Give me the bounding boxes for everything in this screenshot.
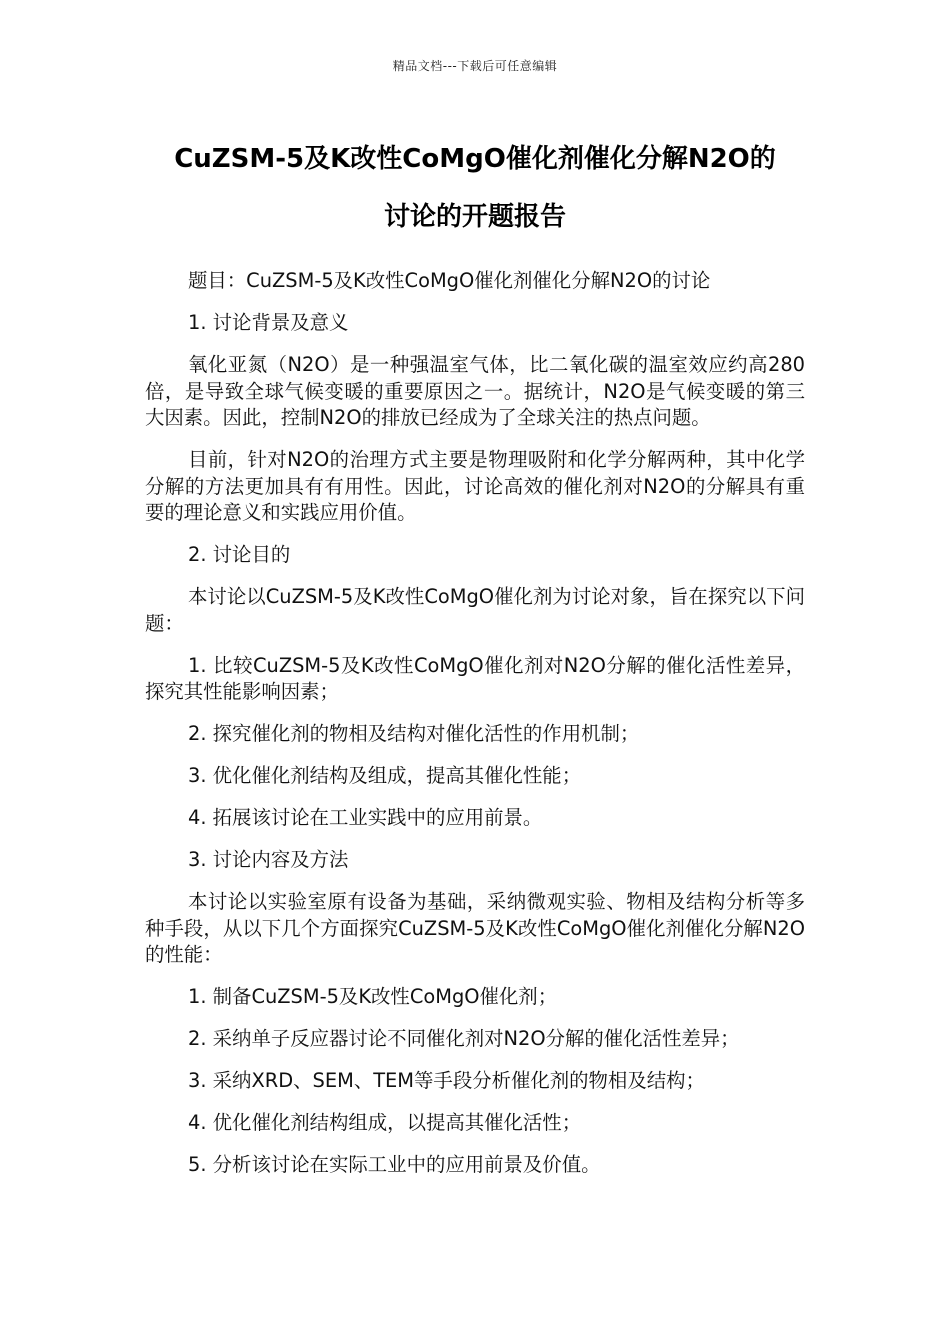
section-heading-background: 1. 讨论背景及意义 xyxy=(188,311,349,334)
title-line-2: 讨论的开题报告 xyxy=(383,202,566,232)
title-line-1: CuZSM-5及K改性CoMgO催化剂催化分解N2O的 xyxy=(174,144,776,174)
purpose-item-4: 4. 拓展该讨论在工业实践中的应用前景。 xyxy=(188,806,543,829)
method-item-3: 3. 采纳XRD、SEM、TEM等手段分析催化剂的物相及结构； xyxy=(188,1069,705,1092)
paragraph-background-1: 氧化亚氮（N2O）是一种强温室气体，比二氧化碳的温室效应约高280倍，是导致全球气候变暖的重要原因之一。据统计，N2O是气候变暖的第三大因素。因此，控制N2O的排放已经成为了全球关注的热点问题。 xyxy=(145,353,805,429)
paragraph-purpose-intro: 本讨论以CuZSM-5及K改性CoMgO催化剂为讨论对象，旨在探究以下问题： xyxy=(145,585,805,635)
paragraph-background-2: 目前，针对N2O的治理方式主要是物理吸附和化学分解两种，其中化学分解的方法更加具有有用性。因此，讨论高效的催化剂对N2O的分解具有重要的理论意义和实践应用价值。 xyxy=(145,448,805,524)
document-body xyxy=(145,268,805,1194)
method-item-4: 4. 优化催化剂结构组成，以提高其催化活性； xyxy=(188,1111,582,1134)
topic-line: 题目：CuZSM-5及K改性CoMgO催化剂催化分解N2O的讨论 xyxy=(188,269,711,292)
page-header: 精品文档---下载后可任意编辑 xyxy=(392,59,558,73)
section-heading-methods: 3. 讨论内容及方法 xyxy=(188,848,349,871)
method-item-5: 5. 分析该讨论在实际工业中的应用前景及价值。 xyxy=(188,1153,601,1176)
purpose-item-2: 2. 探究催化剂的物相及结构对催化活性的作用机制； xyxy=(188,722,640,745)
section-heading-purpose: 2. 讨论目的 xyxy=(188,543,291,566)
document-title xyxy=(110,130,840,246)
purpose-item-3: 3. 优化催化剂结构及组成，提高其催化性能； xyxy=(188,764,582,787)
method-item-2: 2. 采纳单子反应器讨论不同催化剂对N2O分解的催化活性差异； xyxy=(188,1027,740,1050)
method-item-1: 1. 制备CuZSM-5及K改性CoMgO催化剂； xyxy=(188,985,558,1008)
purpose-item-1: 1. 比较CuZSM-5及K改性CoMgO催化剂对N2O分解的催化活性差异，探究其性能影响因素； xyxy=(145,653,805,703)
paragraph-methods-intro: 本讨论以实验室原有设备为基础，采纳微观实验、物相及结构分析等多种手段，从以下几个方面探究CuZSM-5及K改性CoMgO催化剂催化分解N2O的性能： xyxy=(145,890,805,966)
